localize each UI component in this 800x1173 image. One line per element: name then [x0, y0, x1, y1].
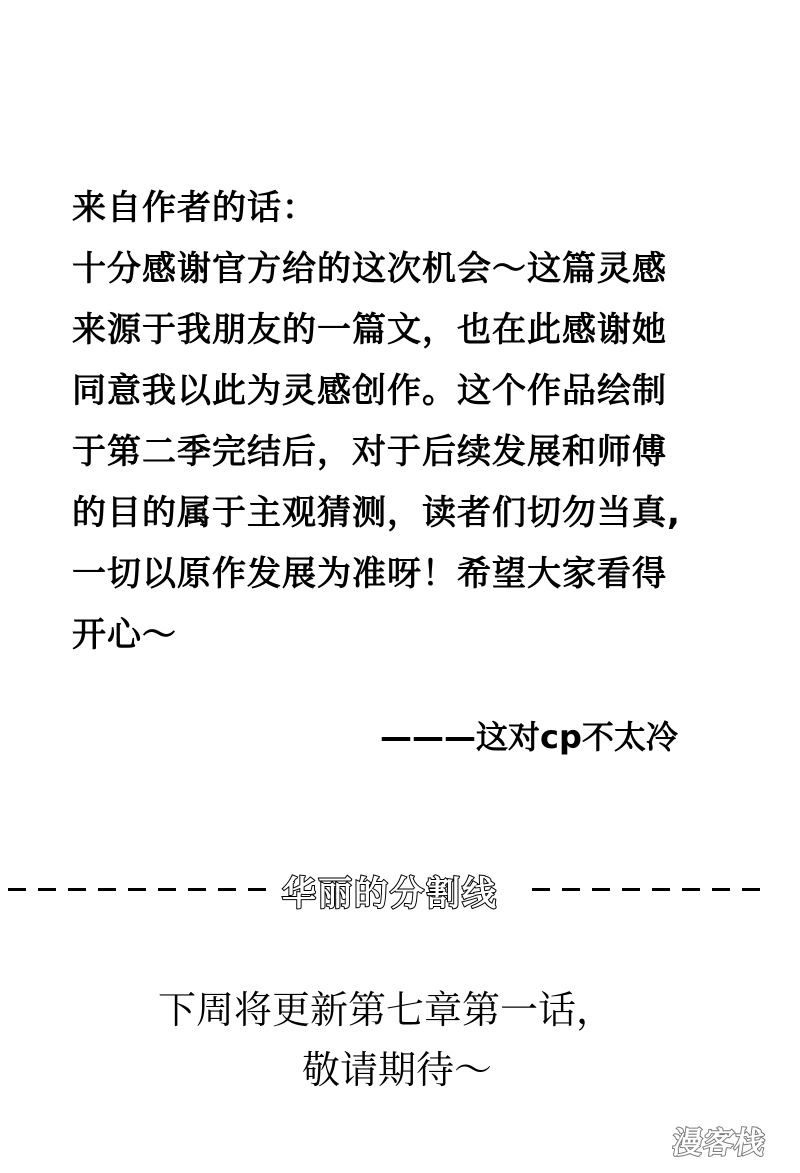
section-divider [0, 860, 800, 920]
author-note-line: 开心～ [72, 615, 177, 655]
author-note-line: 同意我以此为灵感创作。这个作品绘制 [72, 371, 667, 411]
author-note-line: 十分感谢官方给的这次机会～这篇灵感 [72, 249, 667, 289]
site-watermark-logo: 漫客栈 [670, 1126, 768, 1161]
author-note-line: 的目的属于主观猜测，读者们切勿当真, [72, 493, 681, 533]
author-signature: ———这对cp不太冷 [380, 718, 678, 756]
author-note-line: 一切以原作发展为准呀！希望大家看得 [72, 554, 667, 594]
announcement-line-2: 敬请期待～ [302, 1048, 493, 1092]
announcement-line-1: 下周将更新第七章第一话， [158, 988, 615, 1032]
author-note-line: 来源于我朋友的一篇文，也在此感谢她 [72, 310, 667, 350]
next-chapter-announcement [0, 980, 800, 1100]
divider-dashes-right [532, 888, 760, 891]
author-note [72, 178, 762, 666]
author-note-line: 于第二季完结后，对于后续发展和师傅 [72, 432, 667, 472]
divider-dashes-left [8, 888, 266, 891]
divider-label: 华丽的分割线 [282, 874, 498, 914]
author-note-heading: 来自作者的话： [72, 188, 317, 228]
